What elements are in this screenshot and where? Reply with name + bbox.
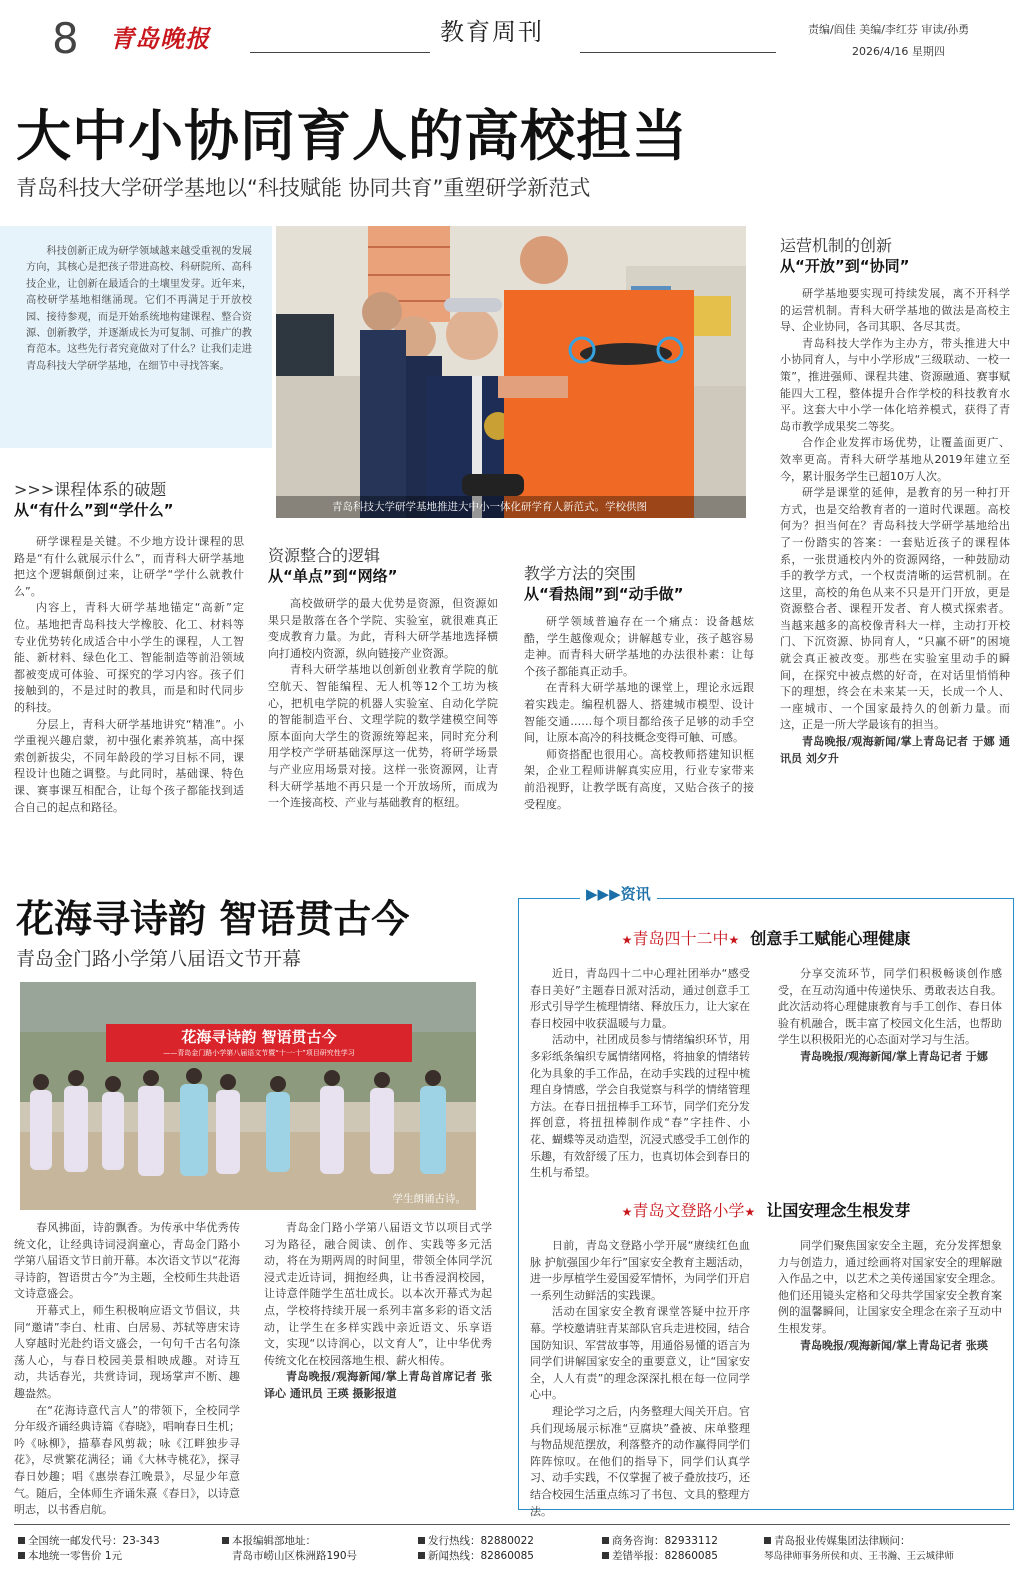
paragraph: 青岛金门路小学第八届语文节以项目式学习为路径，融合阅读、创作、实践等多元活动，将在为期两周的时间里，带领全体同学沉浸式走近诗词，拥抱经典，让书香浸润校园，让诗意伴随学生茁壮成长。以本次开幕式为起点，学校将持续开展一系列丰富多彩的语文活动，让学生在多样实践中亲近语文、乐享语文，实现“以诗润心，以文育人”，让中华优秀传统文化在校园落地生根、薪火相传。 — [264, 1221, 492, 1367]
flower-subhead: 青岛金门路小学第八届语文节开幕 — [16, 948, 302, 970]
masthead-rule-left — [250, 52, 430, 53]
section-operation-mechanism — [780, 236, 1010, 868]
lab-scene-illustration — [276, 226, 746, 518]
section-kicker: 教学方法的突围 — [524, 564, 637, 583]
news-a1-title: 创意手工赋能心理健康 — [750, 929, 911, 948]
lead-photo-caption: 青岛科技大学研学基地推进大中小一体化研学育人新范式。学校供图 — [332, 501, 647, 513]
paragraph: 在“花海诗意代言人”的带领下，全校同学分年级齐诵经典诗篇《春晓》，唱响春日生机；吟《咏柳》，描摹春风剪裁；咏《江畔独步寻花》，尽赏繁花满径；诵《大林寺桃花》，探寻春日妙趣；唱《惠崇春江晚景》，尽显少年意气。随后，全体师生齐诵朱熹《春日》，以诗意明志，以书香启航。 — [14, 1403, 240, 1517]
page-number: 8 — [52, 14, 79, 63]
footer-address-info — [222, 1534, 357, 1564]
paper-logo: 青岛晚报 — [110, 24, 210, 53]
paragraph: 师资搭配也很用心。高校教师搭建知识框架，企业工程师讲解真实应用，行业专家带来前沿视野，让教学既有高度，又贴合孩子的接受程度。 — [524, 747, 754, 811]
paragraph: 活动在国家安全教育课堂答疑中拉开序幕。学校邀请驻青某部队官兵走进校园，结合国防知识、军营故事等，用通俗易懂的语言为同学们讲解国家安全的重要意义，让“国家安全，人人有责”的理念深深扎根在每一位同学心中。 — [530, 1305, 750, 1402]
festival-banner-subtext: ——青岛金门路小学第八届语文节暨“十一·十”项目研究性学习 — [163, 1049, 355, 1057]
footer-postal-info — [18, 1534, 160, 1564]
festival-scene-illustration — [20, 982, 476, 1210]
news-a1-school: 青岛四十二中 — [632, 929, 729, 948]
paragraph: 活动中，社团成员参与情绪编织环节，用多彩纸条编织专属情绪网格，将抽象的情绪转化为具象的手工作品，在动手实践的过程中梳理自身情感，学会自我觉察与科学的情绪管理方法。在春日扭扭棒手工环节，同学们充分发挥创意，将扭扭棒制作成“春”字挂件、小花、蝴蝶等灵动造型，沉浸式感受手工创作的乐趣，有效舒缓了压力，也真切体会到春日的生机与希望。 — [530, 1033, 750, 1180]
flower-headline: 花海寻诗韵 智语贯古今 — [16, 897, 410, 941]
footer-postal-code: 全国统一邮发代号：23-343 — [28, 1535, 160, 1547]
news-a2-byline: 青岛晚报/观海新闻/掌上青岛记者 张瑛 — [800, 1338, 988, 1352]
section-name: 教育周刊 — [440, 18, 544, 46]
flower-column-1 — [14, 1220, 240, 1517]
footer-business — [602, 1534, 718, 1564]
flower-column-2 — [264, 1220, 492, 1506]
lead-byline: 青岛晚报/观海新闻/掌上青岛记者 于娜 通讯员 刘夕升 — [780, 735, 1010, 765]
paragraph: 日前，青岛文登路小学开展“赓续红色血脉 护航强国少年行”国家安全教育主题活动，进一步厚植学生爱国爱军情怀，为同学们开启一系列生动鲜活的实践课。 — [530, 1239, 750, 1302]
section-title: 从“单点”到“网络” — [268, 567, 398, 585]
footer-rule — [14, 1524, 1010, 1525]
flower-photo — [20, 982, 476, 1210]
lead-subhead: 青岛科技大学研学基地以“科技赋能 协同共育”重塑研学新范式 — [16, 176, 591, 200]
news-a2-heading: ★青岛文登路小学★ 让国安理念生根发芽 — [621, 1201, 911, 1220]
paragraph: 高校做研学的最大优势是资源，但资源如果只是散落在各个学院、实验室，就很难真正变成教育力量。为此，青科大研学基地选择横向打通校内资源，纵向链接产业资源。 — [268, 597, 498, 660]
paragraph: 研学是课堂的延伸，是教育的另一种打开方式，也是交给教育者的一道时代课题。高校何为？担当何在？青岛科技大学研学基地给出了一份踏实的答案：一套贴近孩子的课程体系，一张贯通校内外的资源网络，一种鼓励动手的教学方式，一个权责清晰的运营机制。在这里，高校的角色从来不只是开门开放，更是资源整合者、课程开发者、育人模式探索者。当越来越多的高校像青科大一样，主动打开校门、下沉资源、协同育人，“只赢不研”的困境就会真正被改变。那些在实验室里动手的瞬间，在探究中被点燃的好奇，在对话里悄悄种下的理想，终会在未来某一天，长成一个人、一座城市、一个国家最持久的创新力量。而这，正是一所大学最该有的担当。 — [780, 486, 1010, 732]
section-title: 从“看热闹”到“动手做” — [524, 585, 684, 603]
paragraph: 春风拂面，诗韵飘香。为传承中华优秀传统文化，让经典诗词浸润童心，青岛金门路小学第八届语文节日前开幕。本次语文节以“花海寻诗韵，智语贯古今”为主题，全校师生共赴语文诗意盛会。 — [14, 1221, 240, 1301]
paragraph: 分享交流环节，同学们积极畅谈创作感受，在互动沟通中传递快乐、勇敢表达自我。此次活动将心理健康教育与手工创作、春日体验有机融合，既丰富了校园文化生活，也帮助学生以积极阳光的心态面对学习与生活。 — [778, 967, 1002, 1047]
footer-error-report: 差错举报：82860085 — [612, 1550, 718, 1562]
paragraph: 内容上，青科大研学基地锚定“高新”定位。基地把青岛科技大学橡胶、化工、材料等专业优势转化成适合中小学生的课程，人工智能、新材料、绿色化工、智能制造等前沿领域都被变成可体验、可探究的学习内容。孩子们接触到的，不是过时的教具，而是和时代同步的科技。 — [14, 601, 244, 714]
section-resource-integration — [268, 546, 498, 868]
news-a1-byline: 青岛晚报/观海新闻/掌上青岛记者 于娜 — [800, 1049, 988, 1063]
footer-news-hotline: 新闻热线：82860085 — [428, 1550, 534, 1562]
section-course-system — [14, 480, 244, 868]
footer-price: 本地统一零售价 1元 — [28, 1550, 123, 1562]
issue-date: 2026/4/16 星期四 — [852, 45, 945, 58]
paragraph: 合作企业发挥市场优势，让覆盖面更广、效率更高。青科大研学基地从2019年建立至今，累计服务学生已超10万人次。 — [780, 436, 1010, 483]
paragraph: 开幕式上，师生积极响应语文节倡议，共同“邀请”李白、杜甫、白居易、苏轼等唐宋诗人穿越时光赴约语文盛会，一句句千古名句涤荡人心，与春日校园美景相映成趣。对诗互动，共话春光，共赏诗词，现场掌声不断、趣趣盎然。 — [14, 1303, 240, 1400]
news-a2-title: 让国安理念生根发芽 — [766, 1201, 911, 1220]
footer-legal — [764, 1534, 1020, 1564]
news-a1-heading: ★青岛四十二中★ 创意手工赋能心理健康 — [621, 929, 911, 948]
footer-business-phone: 商务咨询：82933112 — [612, 1535, 718, 1547]
lead-photo — [276, 226, 746, 518]
news-a2-school: 青岛文登路小学 — [632, 1201, 745, 1220]
lead-intro-text: 科技创新正成为研学领域越来越受重视的发展方向，其核心是把孩子带进高校、科研院所、高科技企业，让创新在最适合的土壤里发芽。近年来，高校研学基地相继涌现。它们不再满足于开放校园、接待参观，而是开始系统地构建课程、整合资源、创新教学，并逐渐成长为可复制、可推广的教育范本。这些先行者究竟做对了什么？让我们走进青岛科技大学研学基地，在细节中寻找答案。 — [26, 246, 252, 372]
footer-hotlines — [418, 1534, 534, 1564]
section-kicker: 运营机制的创新 — [780, 236, 893, 255]
masthead-rule-right — [580, 52, 776, 53]
flower-byline: 青岛晚报/观海新闻/掌上青岛首席记者 张译心 通讯员 王瑛 摄影报道 — [264, 1370, 492, 1400]
section-kicker: 资源整合的逻辑 — [268, 546, 381, 565]
paragraph: 研学基地要实现可持续发展，离不开科学的运营机制。青科大研学基地的做法是高校主导、企业协同，各司其职、各尽其责。 — [780, 287, 1010, 334]
editor-credits: 责编/阎佳 美编/李红芬 审读/孙勇 — [808, 23, 970, 36]
news-a2-column-2 — [778, 1238, 1002, 1500]
footer-address-label: 本报编辑部地址： — [232, 1535, 316, 1547]
paragraph: 近日，青岛四十二中心理社团举办“感受春日美好”主题春日派对活动，通过创意手工形式引导学生梳理情绪、释放压力，让大家在春日校园中收获温暖与力量。 — [530, 967, 750, 1030]
paragraph: 青岛科技大学作为主办方，带头推进大中小协同育人，与中小学形成“三级联动、一校一策”，推进强师、课程共建、资源融通、赛事赋能四大工程，整体提升合作学校的科技教育水平。这套大中小学一体化培养模式，获得了青岛市教学成果奖二等奖。 — [780, 336, 1010, 433]
footer-address: 青岛市崂山区株洲路190号 — [232, 1550, 358, 1562]
lead-intro-box — [0, 226, 272, 448]
paragraph: 青科大研学基地以创新创业教育学院的航空航天、智能编程、无人机等12个工坊为核心，把机电学院的机器人实验室、自动化学院的智能制造平台、文理学院的数学建模空间等原本面向大学生的资源统筹起来，同时充分利用学校产学研基础深厚这一优势，将研学场景与产业应用场景对接。这样一张资源网，让青科大研学基地不再只是一个开放场所，而成为一个连接高校、产业与基础教育的枢纽。 — [268, 663, 498, 810]
lead-headline: 大中小协同育人的高校担当 — [16, 104, 689, 168]
paragraph: 在青科大研学基地的课堂上，理论永远跟着实践走。编程机器人、搭建城市模型、设计智能交通……每个项目都给孩子足够的动手空间，让原本高冷的科技概念变得可触、可感。 — [524, 681, 754, 745]
section-teaching-method — [524, 564, 754, 868]
section-title: 从“开放”到“协同” — [780, 257, 910, 275]
paragraph: 研学领域普遍存在一个痛点：设备越炫酷，学生越像观众；讲解越专业，孩子越容易走神。而青科大研学基地的办法很朴素：让每个孩子都能真正动手。 — [524, 615, 754, 678]
paragraph: 分层上，青科大研学基地讲究“精准”。小学重视兴趣启蒙，初中强化素养筑基，高中探索创新拔尖，不同年龄段的学习目标不同，课程设计也随之调整。与此同时，基础课、特色课、赛事课互相配合，让每个孩子都能找到适合自己的起点和路径。 — [14, 717, 244, 814]
flower-photo-caption: 学生朗诵古诗。 — [392, 1193, 466, 1205]
footer-legal-counsel: 琴岛律师事务所侯和贞、王书瀚、王云城律师 — [764, 1551, 955, 1562]
paragraph: 同学们聚焦国家安全主题，充分发挥想象力与创造力，通过绘画将对国家安全的理解融入作品之中，以艺术之美传递国家安全理念。他们还用镜头定格和父母共学国家安全教育案例的温馨瞬间，让国家安全理念在亲子互动中生根发芽。 — [778, 1239, 1002, 1335]
section-title: 从“有什么”到“学什么” — [14, 501, 174, 519]
footer-legal-label: 青岛报业传媒集团法律顾问： — [774, 1535, 911, 1547]
footer-distribution-hotline: 发行热线：82880022 — [428, 1535, 534, 1547]
paragraph: 研学课程是关键。不少地方设计课程的思路是“有什么就展示什么”，而青科大研学基地把这个逻辑颠倒过来，让研学“学什么就教什么”。 — [14, 535, 244, 598]
news-label: ▶▶▶资讯 — [580, 884, 657, 904]
festival-banner-text: 花海寻诗韵 智语贯古今 — [181, 1028, 337, 1046]
news-a2-column-1 — [530, 1238, 750, 1518]
news-a1-column-2 — [778, 966, 1002, 1178]
news-a1-column-1 — [530, 966, 750, 1178]
section-kicker: >>>课程体系的破题 — [14, 480, 167, 499]
paragraph: 理论学习之后，内务整理大闯关开启。官兵们现场展示标准“豆腐块”叠被、床单整理与物品规范摆放，利落整齐的动作赢得同学们阵阵惊叹。在他们的指导下，同学们认真学习、动手实践，不仅掌握了被子叠放技巧，还结合校园生活重点练习了书包、文具的整理方法。 — [530, 1404, 750, 1518]
